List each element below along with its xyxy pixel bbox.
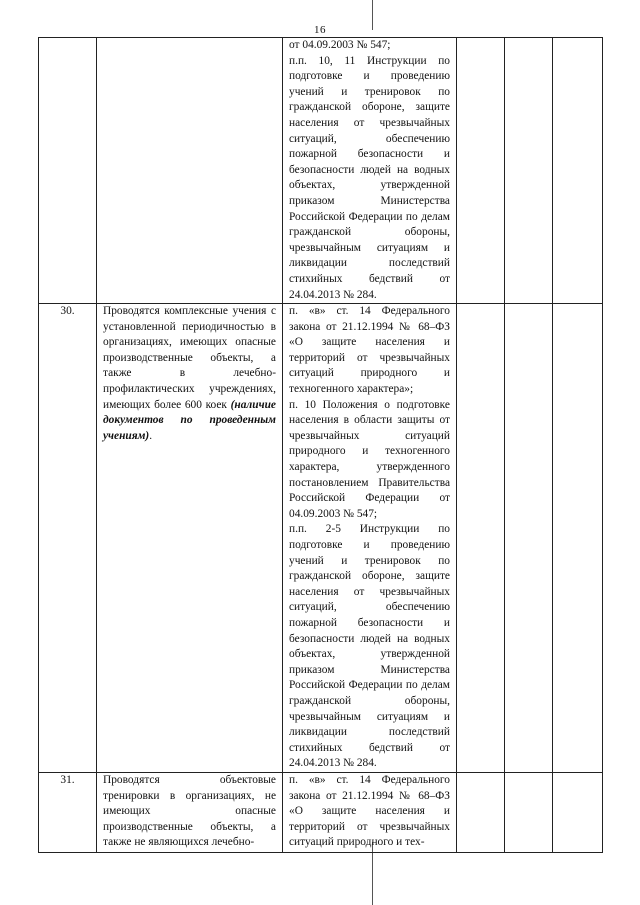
row-number-cell (39, 38, 97, 304)
table-row (39, 304, 603, 773)
scan-fold-line (372, 0, 373, 30)
answer-na-cell (553, 304, 603, 773)
checklist-table (38, 37, 603, 853)
requirement-note: (наличие документов по проведенным учениям) (103, 398, 276, 442)
requirement-end: . (149, 429, 153, 442)
requirement-text: Проводятся комплексные учения с установленной периодичностью в организациях, имеющих опасные производственные объекты, а также в лечебно-профилактических учреждениях, имеющих более 600 коек (103, 305, 276, 411)
legal-reference-cell: п. «в» ст. 14 Федерального закона от 21.12.1994 № 68–ФЗ «О защите населения и территорий от чрезвычайных ситуаций природного и тех- (283, 772, 457, 852)
table-row (39, 38, 603, 304)
answer-yes-cell (457, 304, 505, 773)
requirement-cell (97, 38, 283, 304)
answer-na-cell (553, 38, 603, 304)
answer-na-cell (553, 772, 603, 852)
legal-reference-cell: п. «в» ст. 14 Федерального закона от 21.12.1994 № 68–ФЗ «О защите населения и территорий от чрезвычайных ситуаций природного и техногенного характера»; п. 10 Положения о подготовке населения в области защиты от чрезвычайных ситуаций природного и техногенного характера, утвержденного постановлением Правительства Российской Федерации от 04.09.2003 № 547; п.п. 2-5 Инструкции по подготовке и проведению учений и тренировок по гражданской обороне, защите населения от чрезвычайных ситуаций, обеспечению пожарной безопасности и безопасности людей на водных объектах, утвержденной приказом Министерства Российской Федерации по делам гражданской обороны, чрезвычайным ситуациям и ликвидации последствий стихийных бедствий от 24.04.2013 № 284. (283, 304, 457, 773)
answer-yes-cell (457, 38, 505, 304)
answer-no-cell (505, 304, 553, 773)
legal-reference-cell: от 04.09.2003 № 547; п.п. 10, 11 Инструкции по подготовке и проведению учений и тренировок по гражданской обороне, защите населения от чрезвычайных ситуаций, обеспечению пожарной безопасности и безопасности людей на водных объектах, утвержденной приказом Министерства Российской Федерации по делам гражданской обороны, чрезвычайным ситуациям и ликвидации последствий стихийных бедствий от 24.04.2013 № 284. (283, 38, 457, 304)
requirement-cell (97, 304, 283, 773)
answer-no-cell (505, 38, 553, 304)
answer-yes-cell (457, 772, 505, 852)
answer-no-cell (505, 772, 553, 852)
page-number: 16 (314, 24, 326, 36)
row-number-cell: 30. (39, 304, 97, 773)
table-row (39, 772, 603, 852)
requirement-cell: Проводятся объектовые тренировки в организациях, не имеющих опасные производственные объекты, а также не являющихся лечебно- (97, 772, 283, 852)
row-number-cell: 31. (39, 772, 97, 852)
